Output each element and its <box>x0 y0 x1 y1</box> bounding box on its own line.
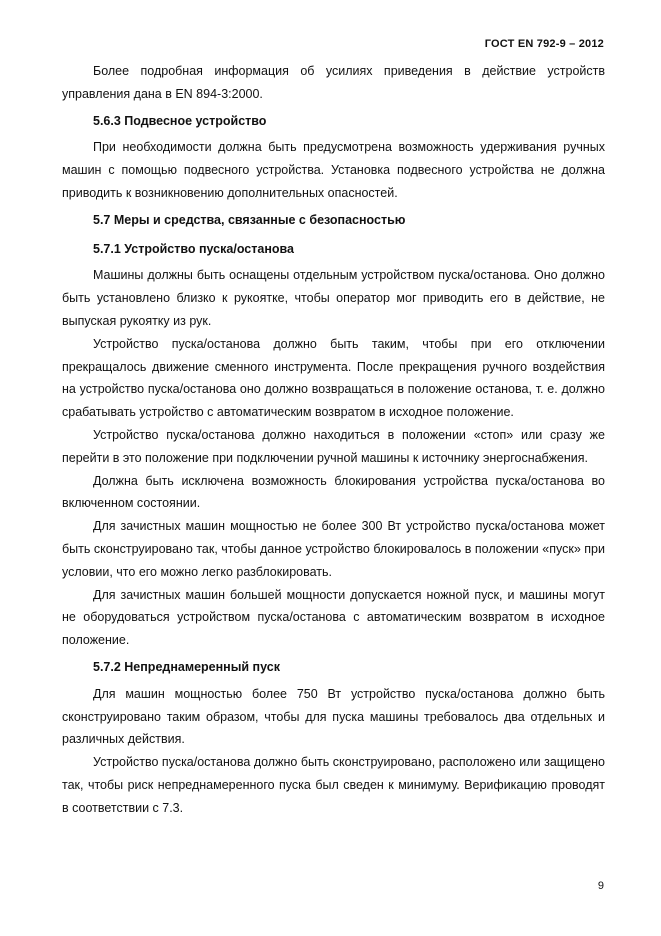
paragraph-foot-start: Для зачистных машин большей мощности допускается ножной пуск, и машины могут не оборудоваться устройством пуска/останова с автоматическим возвратом в исходное положение. <box>62 587 605 648</box>
paragraph-stop-position: Устройство пуска/останова должно находиться в положении «стоп» или сразу же перейти в это положение при подключении ручной машины к источнику энергоснабжения. <box>62 427 605 465</box>
paragraph-start-stop-release: Устройство пуска/останова должно быть таким, чтобы при его отключении прекращалось движение сменного инструмента. После прекращения ручного воздействия на устройство пуска/останова оно должно возвращаться в положение останова, т. е. должно срабатывать устройство с автоматическим возвратом в исходное положение. <box>62 336 605 420</box>
document-body <box>62 60 605 820</box>
paragraph-suspension: При необходимости должна быть предусмотрена возможность удерживания ручных машин с помощью подвесного устройства. Установка подвесного устройства не должна приводить к возникновению дополнительных опасностей. <box>62 140 605 200</box>
paragraph-no-locking: Должна быть исключена возможность блокирования устройства пуска/останова во включенном состоянии. <box>62 473 605 511</box>
paragraph-start-stop-device: Машины должны быть оснащены отдельным устройством пуска/останова. Оно должно быть установлено близко к рукоятке, чтобы оператор мог приводить его в действие, не выпуская рукоятку из рук. <box>62 268 605 328</box>
paragraph-force-info: Более подробная информация об усилиях приведения в действие устройств управления дана в EN 894-3:2000. <box>62 64 605 101</box>
heading-5-7: 5.7 Меры и средства, связанные с безопасностью <box>93 212 406 227</box>
heading-5-6-3: 5.6.3 Подвесное устройство <box>93 113 267 128</box>
paragraph-unintended-start: Устройство пуска/останова должно быть сконструировано, расположено или защищено так, чтобы риск непреднамеренного пуска был сведен к минимуму. Верификацию проводят в соответствии с 7.3. <box>62 755 605 815</box>
paragraph-300w-sanders: Для зачистных машин мощностью не более 300 Вт устройство пуска/останова может быть сконструировано так, чтобы данное устройство блокировалось в положении «пуск» при условии, что его можно легко разблокировать. <box>62 519 605 579</box>
heading-5-7-1: 5.7.1 Устройство пуска/останова <box>93 241 294 256</box>
heading-5-7-2: 5.7.2 Непреднамеренный пуск <box>93 659 280 674</box>
paragraph-750w-machines: Для машин мощностью более 750 Вт устройство пуска/останова должно быть сконструировано таким образом, чтобы для пуска машины требовалось два отдельных и различных действия. <box>62 686 605 747</box>
page-number: 9 <box>597 880 604 892</box>
standard-header: ГОСТ EN 792-9 – 2012 <box>484 38 604 50</box>
